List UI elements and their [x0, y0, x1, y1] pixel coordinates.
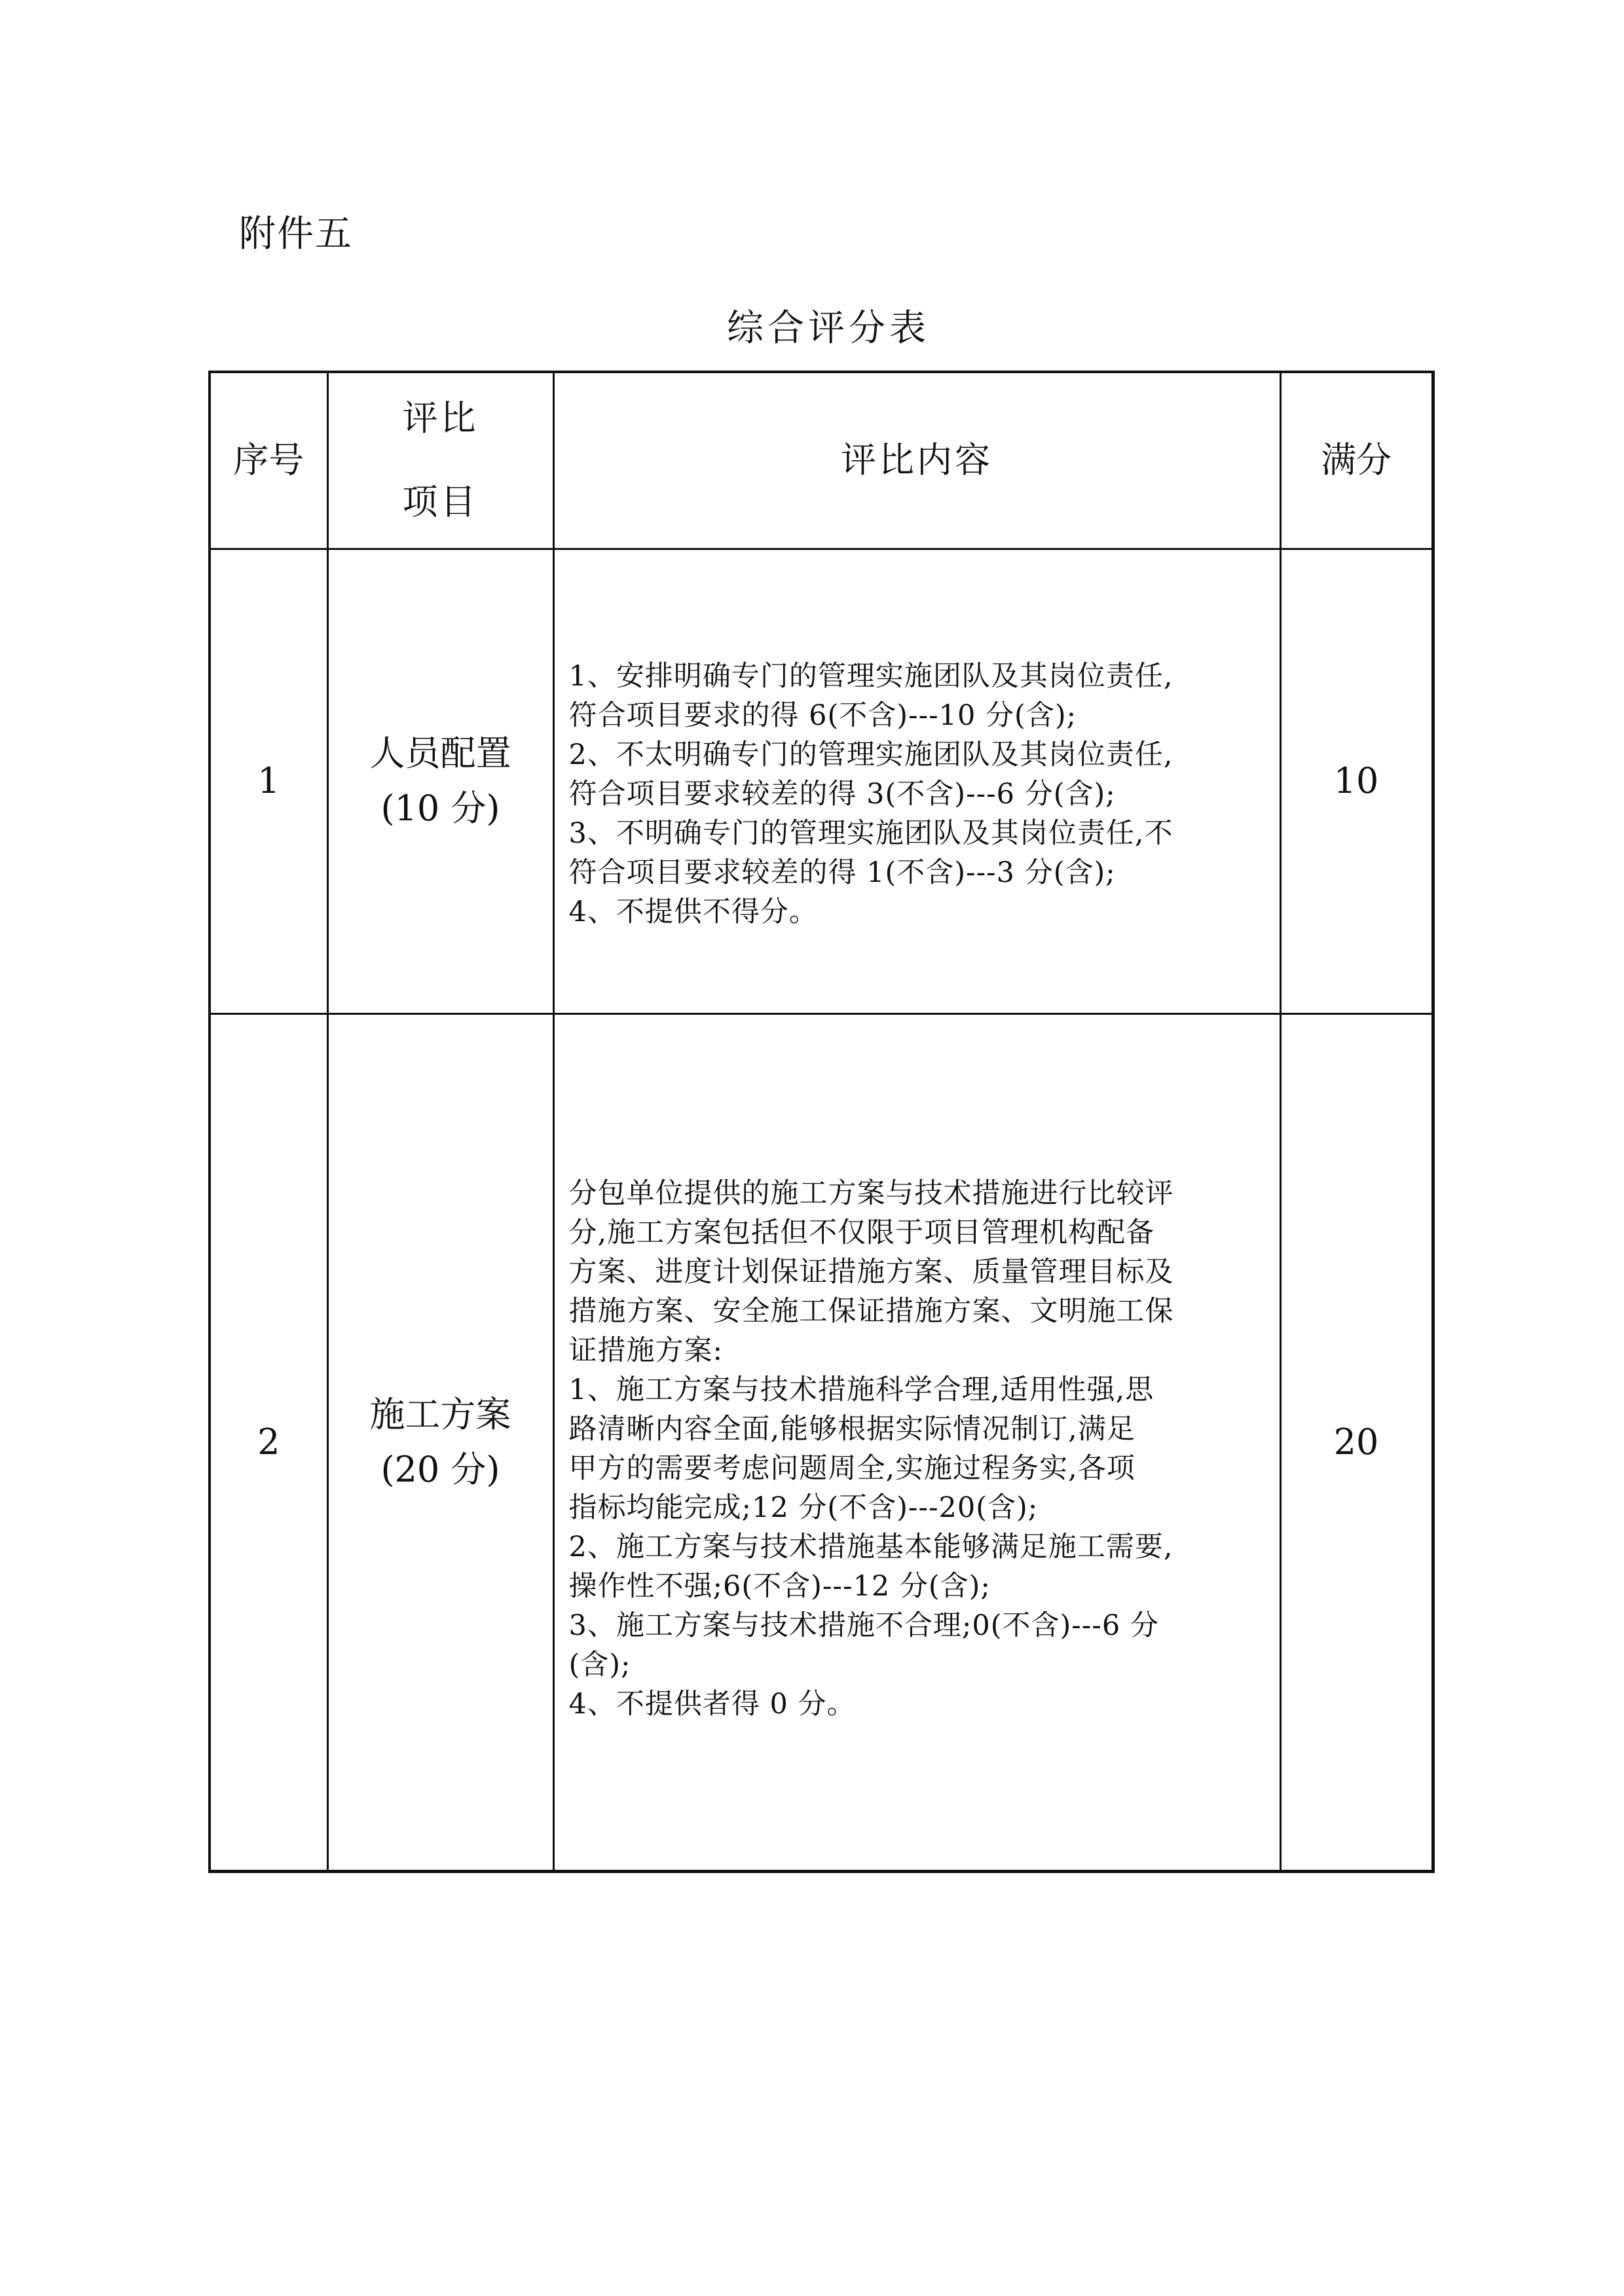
header-max: 满分 — [1280, 372, 1433, 549]
row-max: 10 — [1280, 549, 1433, 1013]
document-title: 综合评分表 — [727, 307, 930, 350]
header-content: 评比内容 — [553, 372, 1280, 549]
header-item — [327, 372, 553, 549]
row-content: 分包单位提供的施工方案与技术措施进行比较评 分,施工方案包括但不仅限于项目管理机构配备 方案、进度计划保证措施方案、质量管理目标及 措施方案、安全施工保证措施方案、文明施工保 证措施方案: 1、施工方案与技术措施科学合理,适用性强,思 路清晰内容全面,能够根据实际情况制订,满足 甲方的需要考虑问题周全,实施过程务实,各项 指标均能完成;12 分(不含)---20(含); 2、施工方案与技术措施基本能够满足施工需要, 操作性不强;6(不含)---12 分(含); 3、施工方案与技术措施不合理;0(不含)---6 分 (含); 4、不提供者得 0 分。 — [553, 1013, 1280, 1871]
row-content: 1、安排明确专门的管理实施团队及其岗位责任, 符合项目要求的得 6(不含)---10 分(含); 2、不太明确专门的管理实施团队及其岗位责任, 符合项目要求较差的得 3(不含)---6 分(含); 3、不明确专门的管理实施团队及其岗位责任,不 符合项目要求较差的得 1(不含)---3 分(含); 4、不提供不得分。 — [553, 549, 1280, 1013]
row-item-points: (20 分) — [380, 1448, 500, 1490]
table-row — [210, 1013, 1433, 1871]
scoring-table — [208, 371, 1435, 1873]
row-max: 20 — [1280, 1013, 1433, 1871]
header-item-line1: 评比 — [402, 397, 479, 439]
table-row — [210, 549, 1433, 1013]
header-index: 序号 — [210, 372, 327, 549]
row-index: 2 — [210, 1013, 327, 1871]
row-item — [327, 549, 553, 1013]
row-index: 1 — [210, 549, 327, 1013]
attachment-label: 附件五 — [239, 213, 353, 255]
row-item-name: 人员配置 — [369, 733, 511, 774]
table-header-row — [210, 372, 1433, 549]
row-item — [327, 1013, 553, 1871]
row-item-points: (10 分) — [380, 788, 500, 829]
header-item-line2: 项目 — [402, 481, 479, 523]
row-item-name: 施工方案 — [369, 1393, 511, 1435]
